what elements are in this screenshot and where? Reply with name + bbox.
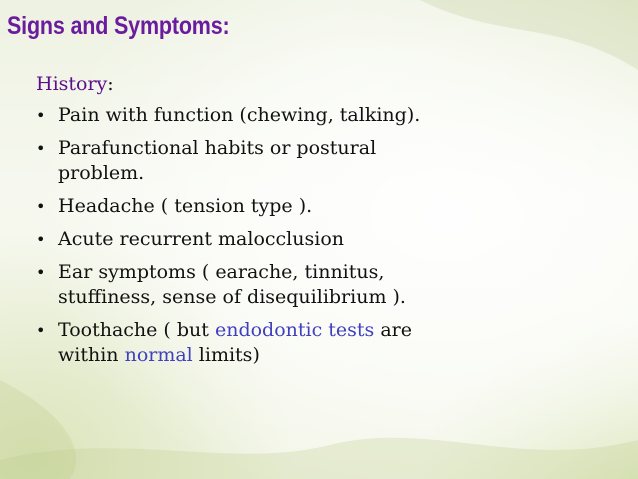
list-item-text: Pain with function (chewing, talking). bbox=[58, 104, 421, 126]
list-item-text-segment: limits) bbox=[192, 344, 260, 366]
list-item bbox=[36, 260, 596, 310]
list-item-line: stuffiness, sense of disequilibrium ). bbox=[58, 286, 406, 308]
bullet-icon: • bbox=[36, 197, 46, 216]
bullet-icon: • bbox=[36, 321, 46, 340]
list-item-text: Headache ( tension type ). bbox=[58, 195, 313, 217]
bullet-icon: • bbox=[36, 139, 46, 158]
section-heading-colon: : bbox=[107, 73, 114, 95]
bullet-icon: • bbox=[36, 106, 46, 125]
list-item-line: Ear symptoms ( earache, tinnitus, bbox=[58, 261, 385, 283]
slide-content bbox=[36, 70, 596, 376]
list-item-line: problem. bbox=[58, 162, 145, 184]
symptom-list bbox=[36, 103, 596, 368]
list-item bbox=[36, 227, 596, 252]
section-heading-text: History bbox=[36, 73, 108, 95]
list-item-text-segment: Toothache ( but bbox=[58, 319, 215, 341]
bullet-icon: • bbox=[36, 263, 46, 282]
list-item bbox=[36, 194, 596, 219]
bullet-icon: • bbox=[36, 230, 46, 249]
list-item-text: Acute recurrent malocclusion bbox=[58, 228, 345, 250]
list-item-text-segment: are bbox=[374, 319, 413, 341]
section-heading bbox=[36, 70, 596, 98]
highlighted-term-normal: normal bbox=[124, 344, 193, 366]
list-item-text-segment: within bbox=[58, 344, 125, 366]
list-item bbox=[36, 136, 596, 186]
slide-title: Signs and Symptoms: bbox=[7, 12, 230, 40]
highlighted-term-endodontic-tests: endodontic tests bbox=[214, 319, 375, 341]
list-item-line: Parafunctional habits or postural bbox=[58, 137, 377, 159]
list-item bbox=[36, 103, 596, 128]
list-item bbox=[36, 318, 596, 368]
